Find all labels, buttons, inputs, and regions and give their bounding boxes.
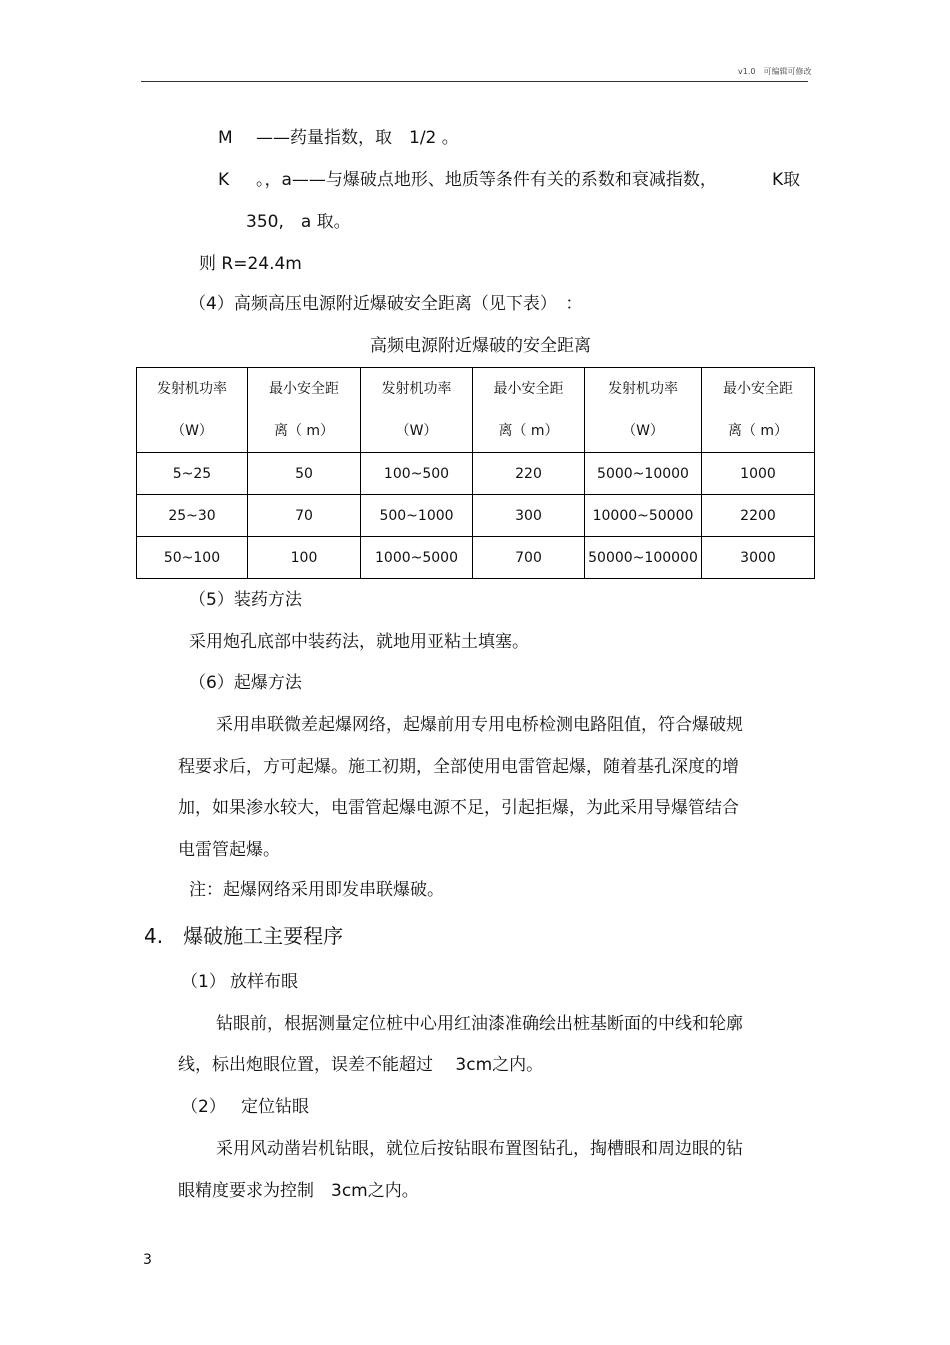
table-cell: 5~25 <box>137 453 248 495</box>
table-cell: 70 <box>248 495 361 537</box>
table-row <box>137 537 815 579</box>
table-cell: 300 <box>473 495 585 537</box>
r-result: 则 R=24.4m <box>199 254 302 274</box>
table-cell: 5000~10000 <box>585 453 702 495</box>
step-2-paragraph-line: 眼精度要求为控制 3cm之内。 <box>178 1181 419 1201</box>
k-value-line: 350, a 取。 <box>246 212 351 232</box>
header-rule <box>141 81 808 82</box>
item-5-text: 采用炮孔底部中装药法，就地用亚粘土填塞。 <box>189 632 529 652</box>
step-1-paragraph-line: 线，标出炮眼位置，误差不能超过 3cm之内。 <box>178 1055 544 1075</box>
table-cell: 50~100 <box>137 537 248 579</box>
table-cell: 100 <box>248 537 361 579</box>
table-header-cell: 发射机功率 （W） <box>585 368 702 453</box>
safety-distance-table <box>136 367 815 579</box>
table-cell: 10000~50000 <box>585 495 702 537</box>
note-text: 注：起爆网络采用即发串联爆破。 <box>189 880 444 900</box>
step-2-number: （2） <box>181 1097 226 1117</box>
table-cell: 50000~100000 <box>585 537 702 579</box>
table-row <box>137 495 815 537</box>
table-cell: 2200 <box>702 495 815 537</box>
table-cell: 220 <box>473 453 585 495</box>
table-row <box>137 453 815 495</box>
table-title: 高频电源附近爆破的安全距离 <box>370 336 591 356</box>
table-header-row <box>137 368 815 453</box>
table-header-cell: 最小安全距 离（ m） <box>248 368 361 453</box>
item-4-heading: （4）高频高压电源附近爆破安全距离（见下表） ： <box>189 294 583 314</box>
step-2-paragraph-line: 采用风动凿岩机钻眼，就位后按钻眼布置图钻孔，掏槽眼和周边眼的钻 <box>216 1139 743 1159</box>
table-cell: 100~500 <box>361 453 473 495</box>
table-cell: 1000~5000 <box>361 537 473 579</box>
table-cell: 3000 <box>702 537 815 579</box>
step-1-title: 放样布眼 <box>230 972 298 992</box>
table-cell: 700 <box>473 537 585 579</box>
table-header-cell: 最小安全距 离（ m） <box>473 368 585 453</box>
k-definition-tail: K取 <box>772 170 801 190</box>
table-header-cell: 最小安全距 离（ m） <box>702 368 815 453</box>
page-number: 3 <box>143 1252 152 1268</box>
table-header-cell: 发射机功率 （W） <box>137 368 248 453</box>
item-6-heading: （6）起爆方法 <box>189 673 302 693</box>
table-cell: 1000 <box>702 453 815 495</box>
table-cell: 50 <box>248 453 361 495</box>
section-4-heading: 4. 爆破施工主要程序 <box>144 924 344 948</box>
k-definition: 。，a——与爆破点地形、地质等条件有关的系数和衰减指数， <box>256 170 717 190</box>
table-header-cell: 发射机功率 （W） <box>361 368 473 453</box>
step-2-title: 定位钻眼 <box>241 1097 309 1117</box>
table-cell: 25~30 <box>137 495 248 537</box>
step-1-paragraph-line: 钻眼前，根据测量定位桩中心用红油漆准确绘出桩基断面的中线和轮廓 <box>216 1014 743 1034</box>
item-6-paragraph-line: 电雷管起爆。 <box>178 840 280 860</box>
header-version: v1.0 可编辑可修改 <box>738 67 812 76</box>
k-symbol: K <box>218 170 230 190</box>
step-1-number: （1） <box>181 972 226 992</box>
item-5-heading: （5）装药方法 <box>189 590 302 610</box>
m-definition: ——药量指数，取 1/2 。 <box>256 128 459 148</box>
item-6-paragraph-line: 采用串联微差起爆网络，起爆前用专用电桥检测电路阻值，符合爆破规 <box>216 715 743 735</box>
item-6-paragraph-line: 程要求后，方可起爆。施工初期，全部使用电雷管起爆，随着基孔深度的增 <box>178 757 739 777</box>
m-symbol: M <box>218 128 233 148</box>
table-cell: 500~1000 <box>361 495 473 537</box>
item-6-paragraph-line: 加，如果渗水较大，电雷管起爆电源不足，引起拒爆，为此采用导爆管结合 <box>178 798 739 818</box>
